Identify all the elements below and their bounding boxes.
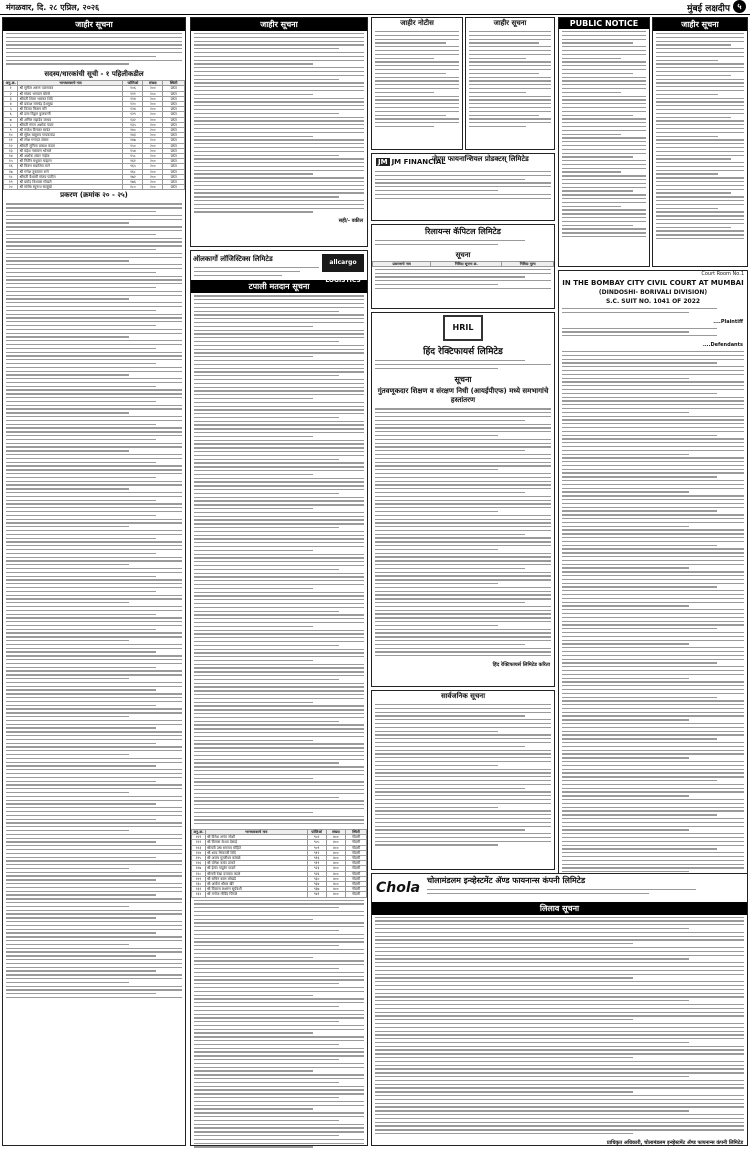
table-cell: १८: [4, 174, 18, 179]
jm-logo: JM JM FINANCIAL: [378, 158, 446, 166]
table-cell: १९: [4, 180, 18, 185]
table-cell: १०६: [123, 86, 143, 91]
table-cell: प्राप्त: [163, 112, 185, 117]
table-cell: १११: [123, 91, 143, 96]
chola-subtitle: लिलाव सूचना: [372, 902, 747, 915]
table-cell: ३: [4, 96, 18, 101]
table-cell: श्री हेमंत पांडुरंग घाडगे: [206, 866, 308, 871]
table-cell: नोंदणी: [346, 840, 367, 845]
hind-rectifiers-notice: [371, 312, 555, 687]
hind-address: [372, 358, 554, 373]
table-cell: २००: [143, 122, 163, 127]
table-cell: ४००: [326, 887, 345, 892]
table-cell: श्री विकास लक्ष्मण सूर्यवंशी: [206, 887, 308, 892]
table-cell: ९०२: [307, 835, 326, 840]
defendant-details: [559, 326, 747, 341]
table-cell: श्री दत्ता विठ्ठल कुलकर्णी: [18, 112, 123, 117]
table-cell: प्राप्त: [163, 122, 185, 127]
table-cell: ९३७: [307, 887, 326, 892]
table-cell: ६: [4, 112, 18, 117]
table-cell: श्री शरद भिकाजी शिंदे: [206, 850, 308, 855]
table-cell: १५०: [123, 143, 143, 148]
table-cell: श्री संतोष रघुनाथ साळुंखे: [18, 185, 123, 190]
table-cell: १३०: [192, 881, 206, 886]
table-cell: १३२: [123, 117, 143, 122]
table-header-cell: निविदा सूचना क्र.: [431, 261, 502, 266]
table-cell: १५: [4, 159, 18, 164]
table-cell: १४३: [123, 133, 143, 138]
table-cell: २००: [143, 117, 163, 122]
chola-address: [372, 887, 747, 899]
table-header-cell: स्थिती: [346, 829, 367, 834]
table-cell: प्राप्त: [163, 159, 185, 164]
table-cell: १२४: [123, 107, 143, 112]
table-cell: श्री सुरेश बाबुराव गायकवाड: [18, 133, 123, 138]
table-cell: १२९: [192, 876, 206, 881]
table-cell: १२२: [192, 840, 206, 845]
table-cell: २: [4, 91, 18, 96]
col2-top-signature: सही/- वकील: [338, 218, 363, 225]
table-cell: १०: [4, 133, 18, 138]
allcargo-address: [191, 265, 322, 280]
table-cell: ८: [4, 122, 18, 127]
table-cell: प्राप्त: [163, 86, 185, 91]
hind-notice-label: सूचना: [454, 375, 472, 385]
table-cell: १६८: [123, 169, 143, 174]
table-cell: नोंदणी: [346, 861, 367, 866]
table-cell: प्राप्त: [163, 169, 185, 174]
public-notice-title: PUBLIC NOTICE: [559, 18, 649, 29]
col3-notice2-text: [466, 29, 554, 132]
hind-signature: हिंद रेक्टिफायर्स लिमिटेड करिता: [492, 661, 550, 668]
allcargo-table: [191, 829, 367, 898]
table-cell: १२७: [192, 866, 206, 871]
hind-body-text: [372, 406, 554, 661]
table-cell: प्राप्त: [163, 107, 185, 112]
table-cell: २००: [143, 143, 163, 148]
table-cell: २००: [143, 159, 163, 164]
table-cell: श्री राजेश दिनकर सावंत: [18, 128, 123, 133]
table-cell: १३२: [192, 892, 206, 897]
table-cell: ४००: [326, 835, 345, 840]
defendants-label: ....Defendants: [702, 341, 743, 348]
table-cell: श्री अनिल महादेव जाधव: [18, 117, 123, 122]
table-cell: प्राप्त: [163, 138, 185, 143]
table-cell: श्रीमती मंगल अशोक पवार: [18, 122, 123, 127]
table-cell: १५८: [123, 154, 143, 159]
court-summons-notice: [558, 270, 748, 875]
plaintiff-label: ....Plaintiff: [713, 318, 743, 325]
table-cell: २००: [143, 185, 163, 190]
table-cell: १८०: [123, 185, 143, 190]
page-number: ५: [733, 0, 746, 13]
reliance-subtitle: सूचना: [455, 250, 471, 259]
table-cell: श्री किरण सदाशिव माने: [18, 164, 123, 169]
table-cell: १२४: [192, 850, 206, 855]
table-cell: ९०५: [307, 840, 326, 845]
table-cell: नोंदणी: [346, 866, 367, 871]
table-cell: श्री योगेश वसंत ठाकरे: [206, 861, 308, 866]
table-header-cell: भागधारकाचे नाव: [206, 829, 308, 834]
table-cell: २००: [143, 174, 163, 179]
table-header-cell: निविदा मूल्य: [502, 261, 554, 266]
table-cell: १६: [4, 164, 18, 169]
allcargo-logo: allcargo LOGISTICS: [322, 254, 364, 272]
reliance-address: [372, 238, 554, 250]
table-cell: श्री मनोज गोविंद पिंगळे: [206, 892, 308, 897]
table-cell: २००: [143, 138, 163, 143]
table-cell: ९४१: [307, 892, 326, 897]
table-cell: नोंदणी: [346, 881, 367, 886]
table-header-cell: प्रकरणाचे नाव: [373, 261, 431, 266]
col1-intro-text: [3, 31, 185, 69]
table-cell: १२८: [192, 871, 206, 876]
table-cell: ४००: [326, 850, 345, 855]
table-cell: नोंदणी: [346, 835, 367, 840]
table-cell: श्री नितीन मधुकर चव्हाण: [18, 159, 123, 164]
table-cell: ९०९: [307, 845, 326, 850]
table-row: [192, 892, 367, 897]
table-cell: १२: [4, 143, 18, 148]
plaintiff-details: [559, 306, 747, 318]
table-cell: २००: [143, 148, 163, 153]
table-cell: श्री विजय किसन मोरे: [18, 107, 123, 112]
allcargo-title: ऑलकार्गो लॉजिस्टिक्स लिमिटेड: [193, 255, 273, 263]
table-cell: १२९: [123, 112, 143, 117]
table-cell: २००: [143, 154, 163, 159]
marathi-notice-title: जाहीर सूचना: [653, 18, 747, 31]
table-header-cell: फोलिओ: [123, 81, 143, 86]
table-cell: श्री सचिन बबन लोखंडे: [206, 876, 308, 881]
table-cell: श्री अमोल श्रीधर खैरे: [206, 881, 308, 886]
table-row: [4, 185, 185, 190]
table-cell: श्री अजय मुरलीधर कांबळे: [206, 855, 308, 860]
table-cell: ९३०: [307, 876, 326, 881]
table-cell: नोंदणी: [346, 892, 367, 897]
table-cell: १६१: [123, 159, 143, 164]
table-cell: १७: [4, 169, 18, 174]
hind-logo: HRIL: [443, 315, 483, 341]
table-cell: नोंदणी: [346, 850, 367, 855]
court-subtitle: (DINDOSHI- BORIVALI DIVISION): [598, 289, 708, 296]
table-cell: प्राप्त: [163, 96, 185, 101]
table-cell: ४: [4, 101, 18, 106]
table-cell: ४००: [326, 861, 345, 866]
table-cell: ११: [4, 138, 18, 143]
chola-title: चोलामंडलम इन्व्हेस्टमेंट ॲण्ड फायनान्स कंपनी लिमिटेड: [427, 876, 586, 885]
table-cell: १: [4, 86, 18, 91]
table-cell: श्रीमती रेखा दत्तात्रय काळे: [206, 871, 308, 876]
table-cell: श्रीमती वैशाली संजय पाटील: [18, 174, 123, 179]
table-cell: १३१: [192, 887, 206, 892]
table-header-cell: भागधारकाचे नाव: [18, 81, 123, 86]
table-cell: २००: [143, 107, 163, 112]
table-cell: नोंदणी: [346, 876, 367, 881]
reliance-body-text: [372, 267, 554, 294]
table-cell: २००: [143, 180, 163, 185]
table-cell: प्राप्त: [163, 148, 185, 153]
table-cell: १३: [4, 148, 18, 153]
table-cell: नोंदणी: [346, 855, 367, 860]
col3-bottom-text: [372, 702, 554, 850]
table-cell: ९१९: [307, 861, 326, 866]
table-cell: १४७: [123, 138, 143, 143]
table-cell: श्रीमती सुनिता प्रकाश कदम: [18, 143, 123, 148]
table-cell: २०: [4, 185, 18, 190]
col1-subhead: सदस्य/धारकांची सूची - १ पहिलीकडील: [44, 70, 144, 79]
table-cell: श्री गणेश तुकाराम राणे: [18, 169, 123, 174]
table-cell: १२६: [192, 861, 206, 866]
issue-date: मंगळवार, दि. २८ एप्रिल, २०२६: [6, 3, 100, 12]
table-cell: प्राप्त: [163, 174, 185, 179]
chola-body-text: [372, 915, 747, 1139]
table-cell: ९३४: [307, 881, 326, 886]
col3-notice-title: जाहीर नोटीस: [400, 19, 434, 27]
table-cell: ४००: [326, 866, 345, 871]
chola-auction-notice: [371, 873, 748, 1146]
table-cell: १२५: [192, 855, 206, 860]
allcargo-list-lines: [191, 898, 367, 1153]
table-cell: नोंदणी: [346, 845, 367, 850]
table-cell: १२१: [192, 835, 206, 840]
col3-public-notice: [371, 690, 555, 870]
allcargo-subtitle: टपाली मतदान सूचना: [191, 280, 367, 293]
col2-top-title: जाहीर सूचना: [191, 18, 367, 31]
col1-table: [3, 80, 185, 190]
table-cell: प्राप्त: [163, 154, 185, 159]
table-cell: २००: [143, 112, 163, 117]
table-cell: प्राप्त: [163, 143, 185, 148]
table-cell: प्राप्त: [163, 164, 185, 169]
table-cell: श्री अशोक शंकर नाईक: [18, 154, 123, 159]
table-cell: २००: [143, 91, 163, 96]
table-cell: २००: [143, 128, 163, 133]
table-cell: २००: [143, 133, 163, 138]
col3-notice-left: [371, 17, 463, 150]
col1-title: जाहीर सूचना: [3, 18, 185, 31]
table-header-cell: संख्या: [326, 829, 345, 834]
court-room-ref: Court Room No.1: [701, 271, 744, 277]
chola-signature: प्राधिकृत अधिकारी, चोलामंडलम इन्व्हेस्टमेंट ॲण्ड फायनान्स कंपनी लिमिटेड: [606, 1139, 743, 1146]
marathi-notice-text: [653, 31, 747, 244]
paper-name: मुंबई लक्षदीप: [687, 4, 730, 14]
table-cell: प्राप्त: [163, 128, 185, 133]
chola-logo: Chola: [376, 880, 421, 896]
table-cell: १७६: [123, 180, 143, 185]
table-cell: प्राप्त: [163, 117, 185, 122]
table-cell: २००: [143, 96, 163, 101]
col1-subhead2: प्रकरण (क्रमांक २० - २५): [60, 191, 128, 200]
table-cell: १२०: [123, 101, 143, 106]
table-cell: नोंदणी: [346, 887, 367, 892]
jm-title: जेएम फायनान्शियल प्रोडक्टस् लिमिटेड: [432, 155, 529, 163]
col3-bottom-title: सार्वजनिक सूचना: [440, 692, 486, 700]
table-cell: २००: [143, 101, 163, 106]
table-cell: नोंदणी: [346, 871, 367, 876]
table-header-cell: स्थिती: [163, 81, 185, 86]
col3-notice2-title: जाहीर सूचना: [493, 19, 527, 27]
jm-body-text: [372, 169, 554, 203]
table-header-cell: संख्या: [143, 81, 163, 86]
table-header-cell: फोलिओ: [307, 829, 326, 834]
table-cell: श्रीमती शिला भास्कर शिंदे: [18, 96, 123, 101]
hind-subtitle: गुंतवणूकदार शिक्षण व संरक्षण निधी (आयईपीएफ) मध्ये समभागांचे हस्तांतरण: [377, 387, 549, 405]
table-cell: ९२३: [307, 866, 326, 871]
table-cell: १४: [4, 154, 18, 159]
court-body-text: [559, 349, 747, 885]
table-cell: प्राप्त: [163, 180, 185, 185]
table-cell: प्राप्त: [163, 133, 185, 138]
table-cell: श्री संजय भगवान बोरसे: [18, 91, 123, 96]
col2-top-notice: [190, 17, 368, 247]
table-cell: १२३: [192, 845, 206, 850]
table-cell: ७: [4, 117, 18, 122]
allcargo-body-text: [191, 293, 367, 829]
table-cell: ४००: [326, 855, 345, 860]
suit-number: S.C. SUIT NO. 1041 OF 2022: [605, 298, 701, 305]
table-cell: ९१६: [307, 855, 326, 860]
table-cell: ५: [4, 107, 18, 112]
table-cell: २००: [143, 86, 163, 91]
table-cell: श्री प्रमोद विश्वास गोखले: [18, 180, 123, 185]
table-cell: ११४: [123, 96, 143, 101]
table-cell: श्री महेश नारायण भोसले: [18, 148, 123, 153]
table-cell: ९: [4, 128, 18, 133]
table-cell: १६५: [123, 164, 143, 169]
col3-notice-text: [372, 29, 462, 132]
masthead: [0, 0, 750, 15]
table-cell: ४००: [326, 840, 345, 845]
public-notice-english: [558, 17, 650, 267]
table-cell: श्री रमेश गणपत शेलार: [18, 138, 123, 143]
table-cell: प्राप्त: [163, 185, 185, 190]
table-cell: श्री दिनेश अनंत जोशी: [206, 835, 308, 840]
table-cell: श्री सुनील अरुण पाटणकर: [18, 86, 123, 91]
court-title: IN THE BOMBAY CITY CIVIL COURT AT MUMBAI: [562, 279, 744, 287]
table-cell: श्रीमती उषा रामराव मोहिते: [206, 845, 308, 850]
allcargo-notice: [190, 250, 368, 1146]
hind-title: हिंद रेक्टिफायर्स लिमिटेड: [423, 347, 503, 357]
table-cell: ४००: [326, 876, 345, 881]
jm-financial-notice: [371, 153, 555, 221]
table-cell: १७२: [123, 174, 143, 179]
table-cell: २००: [143, 164, 163, 169]
table-cell: प्राप्त: [163, 101, 185, 106]
marathi-notice: [652, 17, 748, 267]
table-cell: १३५: [123, 122, 143, 127]
table-cell: प्राप्त: [163, 91, 185, 96]
table-cell: ४००: [326, 871, 345, 876]
table-cell: श्री विलास केशव देसाई: [206, 840, 308, 845]
col3-notice-right: [465, 17, 555, 150]
reliance-notice: [371, 224, 555, 309]
table-cell: ४००: [326, 892, 345, 897]
public-notice-text: [559, 29, 649, 242]
col1-list-lines: [3, 201, 185, 1002]
table-cell: ९२६: [307, 871, 326, 876]
table-header-cell: अनु.क्र.: [193, 829, 204, 834]
table-cell: २००: [143, 169, 163, 174]
table-cell: ४००: [326, 845, 345, 850]
reliance-title: रिलायन्स कॅपिटल लिमिटेड: [425, 227, 501, 236]
table-cell: १४०: [123, 128, 143, 133]
table-cell: ९१२: [307, 850, 326, 855]
col2-top-text: [191, 31, 367, 217]
table-cell: ४००: [326, 881, 345, 886]
table-header-cell: अनु.क्र.: [4, 81, 18, 86]
table-cell: १५४: [123, 148, 143, 153]
col1-notice: [2, 17, 186, 1146]
table-cell: श्री प्रकाश रामचंद्र देशमुख: [18, 101, 123, 106]
